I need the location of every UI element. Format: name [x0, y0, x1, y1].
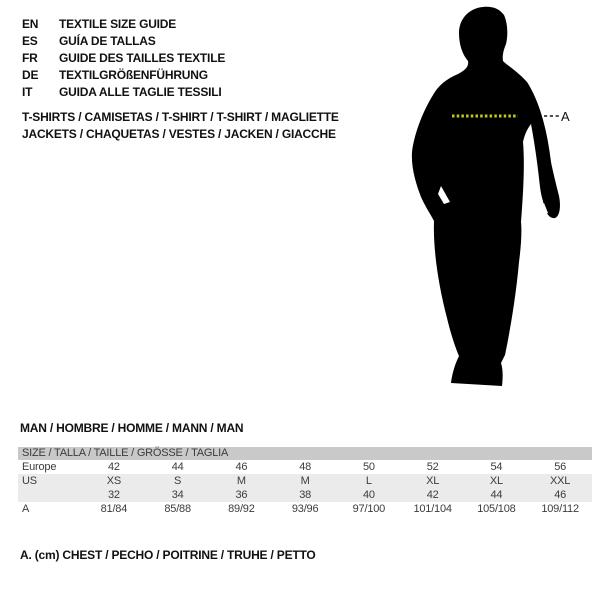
- size-cell: 36: [235, 489, 248, 501]
- row-label: US: [22, 475, 37, 487]
- size-cell: 38: [299, 489, 312, 501]
- size-table: [18, 447, 592, 516]
- size-table-header: SIZE / TALLA / TAILLE / GRÖSSE / TAGLIA: [18, 447, 592, 460]
- category-line-tshirts: T-SHIRTS / CAMISETAS / T-SHIRT / T-SHIRT / MAGLIETTE: [22, 110, 339, 124]
- lang-label: GUÍA DE TALLAS: [59, 33, 156, 48]
- size-cell: 89/92: [228, 503, 255, 515]
- size-cell: L: [365, 475, 372, 487]
- size-cell: 56: [554, 461, 567, 473]
- lang-code: DE: [22, 67, 39, 82]
- size-cell: 48: [299, 461, 312, 473]
- size-cell: 50: [362, 461, 375, 473]
- section-heading: MAN / HOMBRE / HOMME / MANN / MAN: [20, 421, 244, 435]
- lang-label: GUIDE DES TAILLES TEXTILE: [59, 50, 226, 65]
- lang-code: IT: [22, 84, 33, 99]
- size-cell: 34: [171, 489, 184, 501]
- size-cell: S: [174, 475, 182, 487]
- size-cell: 44: [171, 461, 184, 473]
- size-cell: 40: [362, 489, 375, 501]
- size-cell: 46: [235, 461, 248, 473]
- size-cell: 81/84: [100, 503, 128, 515]
- size-cell: XXL: [550, 475, 571, 487]
- size-cell: 52: [426, 461, 439, 473]
- man-silhouette: [412, 7, 560, 386]
- measure-label-a: A: [561, 109, 570, 124]
- size-cell: 42: [426, 489, 439, 501]
- size-cell: XL: [426, 475, 440, 487]
- size-cell: 42: [107, 461, 120, 473]
- table-row-us-numeric: [18, 488, 592, 502]
- lang-label: TEXTILE SIZE GUIDE: [59, 16, 177, 31]
- lang-code: EN: [22, 16, 39, 31]
- size-cell: XL: [489, 475, 503, 487]
- lang-label: TEXTILGRÖßENFÜHRUNG: [59, 67, 208, 82]
- size-cell: 32: [107, 489, 120, 501]
- size-cell: 44: [490, 489, 503, 501]
- size-cell: 109/112: [541, 503, 579, 515]
- size-cell: 101/104: [413, 503, 452, 515]
- category-line-jackets: JACKETS / CHAQUETAS / VESTES / JACKEN / GIACCHE: [22, 127, 336, 141]
- size-cell: 85/88: [164, 503, 191, 515]
- size-cell: 105/108: [477, 503, 516, 515]
- footnote: A. (cm) CHEST / PECHO / POITRINE / TRUHE / PETTO: [20, 548, 316, 562]
- table-row-chest-a: [18, 502, 592, 516]
- size-cell: 97/100: [352, 503, 386, 515]
- size-cell: M: [236, 475, 246, 487]
- lang-code: ES: [22, 33, 38, 48]
- lang-label: GUIDA ALLE TAGLIE TESSILI: [59, 84, 222, 99]
- lang-code: FR: [22, 50, 38, 65]
- row-label: [18, 488, 82, 502]
- size-cell: 46: [554, 489, 567, 501]
- table-row-us: [18, 474, 592, 488]
- row-label: A: [22, 503, 30, 515]
- table-row-europe: [18, 460, 592, 474]
- row-label: Europe: [22, 461, 57, 473]
- size-cell: XS: [106, 475, 122, 487]
- size-cell: 54: [490, 461, 503, 473]
- size-cell: M: [300, 475, 310, 487]
- size-cell: 93/96: [291, 503, 319, 515]
